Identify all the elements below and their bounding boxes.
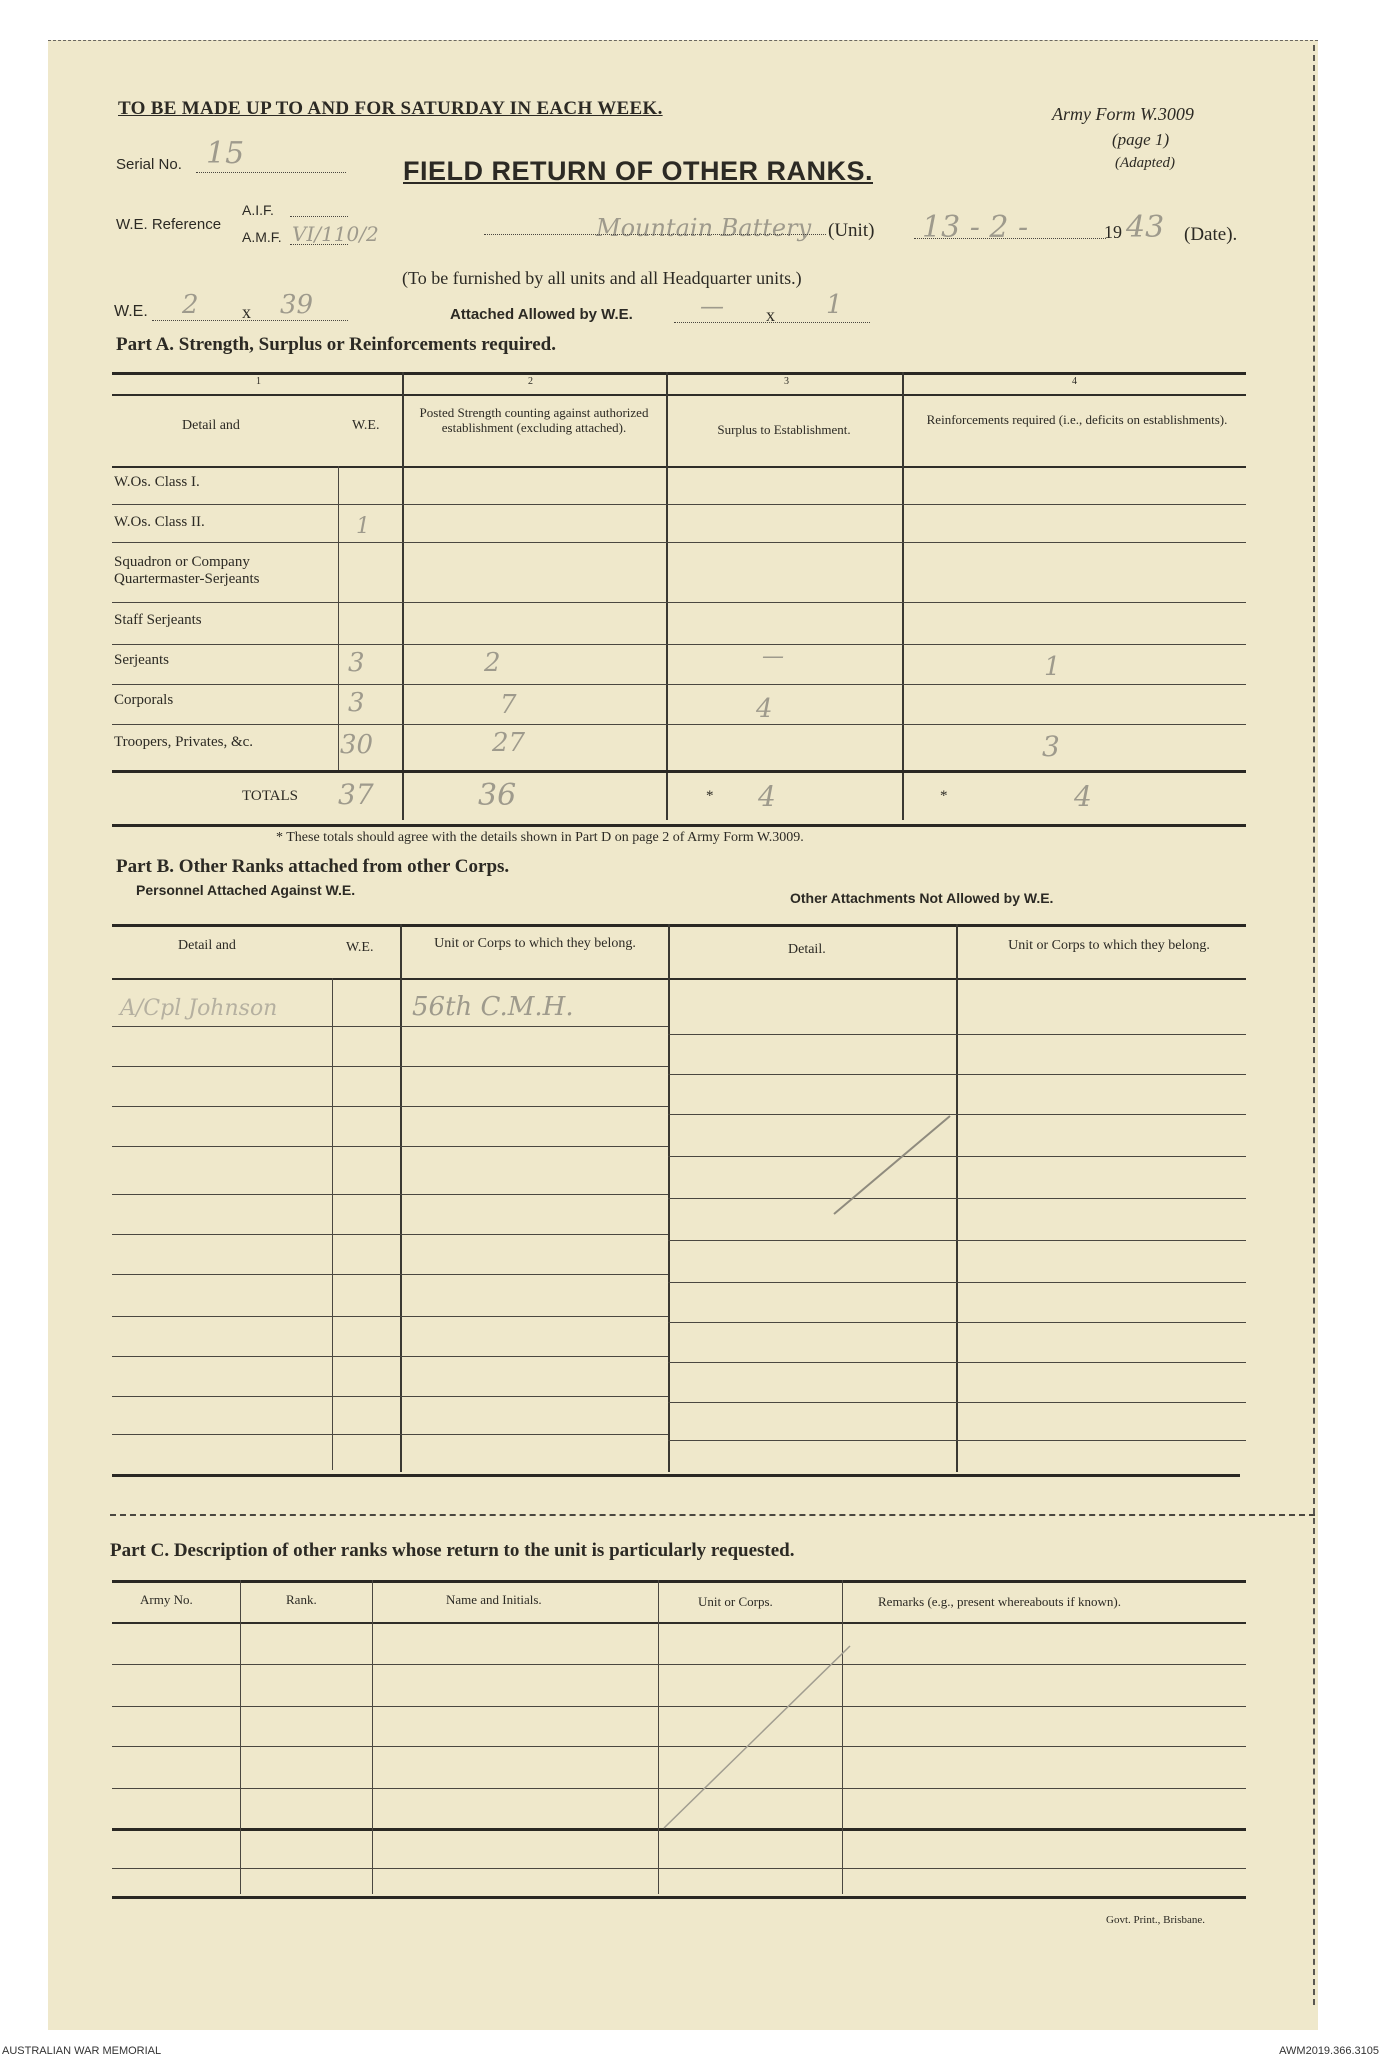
- we-value-2: 39: [280, 290, 314, 320]
- instruction-heading: TO BE MADE UP TO AND FOR SATURDAY IN EACH WEEK.: [118, 98, 663, 119]
- amf-value: VI/110/2: [292, 222, 379, 246]
- b-col-unit2: Unit or Corps to which they belong.: [1008, 938, 1210, 953]
- surplus-corporals: 4: [756, 694, 773, 724]
- page-label: (page 1): [1112, 130, 1170, 149]
- row-label-wo-class-1: W.Os. Class I.: [114, 474, 200, 490]
- total-we: 37: [338, 778, 374, 811]
- b-entry-detail: A/Cpl Johnson: [120, 996, 278, 1021]
- c-col-army-no: Army No.: [140, 1592, 193, 1607]
- part-a-heading: Part A. Strength, Surplus or Reinforcements required.: [116, 334, 556, 355]
- row-label-cqms: Squadron or Company Quartermaster-Serjeants: [114, 554, 260, 587]
- c-col-name: Name and Initials.: [446, 1592, 542, 1607]
- printer-note: Govt. Print., Brisbane.: [1106, 1914, 1205, 1926]
- attached-x: x: [766, 305, 775, 325]
- row-label-serjeants: Serjeants: [114, 652, 169, 668]
- col-number: 4: [1072, 376, 1077, 387]
- b-entry-unit: 56th C.M.H.: [412, 992, 574, 1022]
- we-troopers: 30: [340, 730, 374, 760]
- attached-allowed-label: Attached Allowed by W.E.: [450, 306, 633, 323]
- we-reference-label: W.E. Reference: [116, 216, 222, 233]
- unit-label: (Unit): [828, 220, 875, 241]
- footer-right: AWM2019.366.3105: [1279, 2045, 1379, 2057]
- col-number: 3: [784, 376, 789, 387]
- army-form-label: Army Form W.3009: [1052, 104, 1194, 124]
- attached-value-1: —: [700, 292, 724, 320]
- top-perforation: [48, 40, 1318, 41]
- serial-value: 15: [206, 136, 245, 171]
- row-label-troopers: Troopers, Privates, &c.: [114, 734, 254, 750]
- col-header-posted: Posted Strength counting against authorized establishment (excluding attached).: [419, 405, 649, 435]
- totals-label: TOTALS: [242, 788, 299, 804]
- we-label: W.E.: [114, 303, 148, 320]
- posted-serjeants: 2: [484, 648, 501, 678]
- col-number: 1: [256, 376, 261, 387]
- c-col-rank: Rank.: [286, 1592, 317, 1607]
- furnished-note: (To be furnished by all units and all Headquarter units.): [402, 268, 802, 288]
- total-surplus: 4: [758, 780, 776, 813]
- totals-footnote: * These totals should agree with the details shown in Part D on page 2 of Army Form W.3009.: [276, 830, 804, 845]
- total-posted: 36: [478, 778, 517, 813]
- part-b-heading: Part B. Other Ranks attached from other Corps.: [116, 856, 510, 877]
- surplus-serjeants: —: [762, 644, 784, 669]
- serial-label: Serial No.: [116, 156, 182, 173]
- b-col-unit: Unit or Corps to which they belong.: [434, 936, 636, 951]
- col-number: 2: [528, 376, 533, 387]
- part-b-left-subheading: Personnel Attached Against W.E.: [136, 882, 356, 898]
- we-wo2: 1: [356, 514, 370, 539]
- form-title: FIELD RETURN OF OTHER RANKS.: [403, 156, 873, 186]
- surplus-star: *: [706, 788, 714, 804]
- we-corporals: 3: [348, 688, 365, 718]
- we-x: x: [242, 302, 251, 322]
- posted-troopers: 27: [492, 728, 526, 758]
- b-col-detail2: Detail.: [788, 942, 826, 957]
- col-header-surplus: Surplus to Establishment.: [717, 422, 851, 437]
- part-c-perforation: [110, 1514, 1315, 1516]
- col-header-detail: Detail and: [182, 418, 240, 433]
- part-c-heading: Part C. Description of other ranks whose return to the unit is particularly requested.: [110, 1540, 795, 1561]
- total-reinf: 4: [1074, 780, 1092, 813]
- b-col-we: W.E.: [346, 940, 374, 955]
- date-label: (Date).: [1184, 224, 1238, 245]
- row-label-staff-serjeants: Staff Serjeants: [114, 612, 202, 628]
- date-value: 13 - 2 -: [922, 210, 1029, 245]
- col-header-we: W.E.: [352, 418, 380, 433]
- reinf-serjeants: 1: [1044, 652, 1061, 682]
- amf-label: A.M.F.: [242, 229, 282, 245]
- year-value: 43: [1126, 210, 1165, 245]
- we-serjeants: 3: [348, 648, 365, 678]
- right-perforation: [1313, 45, 1315, 2005]
- b-col-detail: Detail and: [178, 938, 236, 953]
- row-label-wo-class-2: W.Os. Class II.: [114, 514, 205, 530]
- unit-value: Mountain Battery: [596, 214, 812, 242]
- c-col-unit: Unit or Corps.: [698, 1594, 773, 1609]
- adapted-label: (Adapted): [1115, 155, 1175, 171]
- part-b-right-subheading: Other Attachments Not Allowed by W.E.: [790, 890, 1054, 906]
- part-c-cancel-stroke: [660, 1640, 860, 1840]
- we-value-1: 2: [182, 290, 199, 320]
- footer-left: AUSTRALIAN WAR MEMORIAL: [2, 2045, 162, 2057]
- cancel-stroke: [820, 1110, 960, 1220]
- reinf-star: *: [940, 788, 948, 804]
- aif-label: A.I.F.: [242, 202, 274, 218]
- col-header-reinforcements: Reinforcements required (i.e., deficits on establishments).: [926, 412, 1228, 427]
- posted-corporals: 7: [500, 690, 517, 720]
- c-col-remarks: Remarks (e.g., present whereabouts if known).: [878, 1594, 1121, 1609]
- row-label-corporals: Corporals: [114, 692, 174, 708]
- attached-value-2: 1: [826, 290, 843, 320]
- year-prefix: 19: [1104, 222, 1122, 242]
- reinf-troopers: 3: [1042, 730, 1060, 763]
